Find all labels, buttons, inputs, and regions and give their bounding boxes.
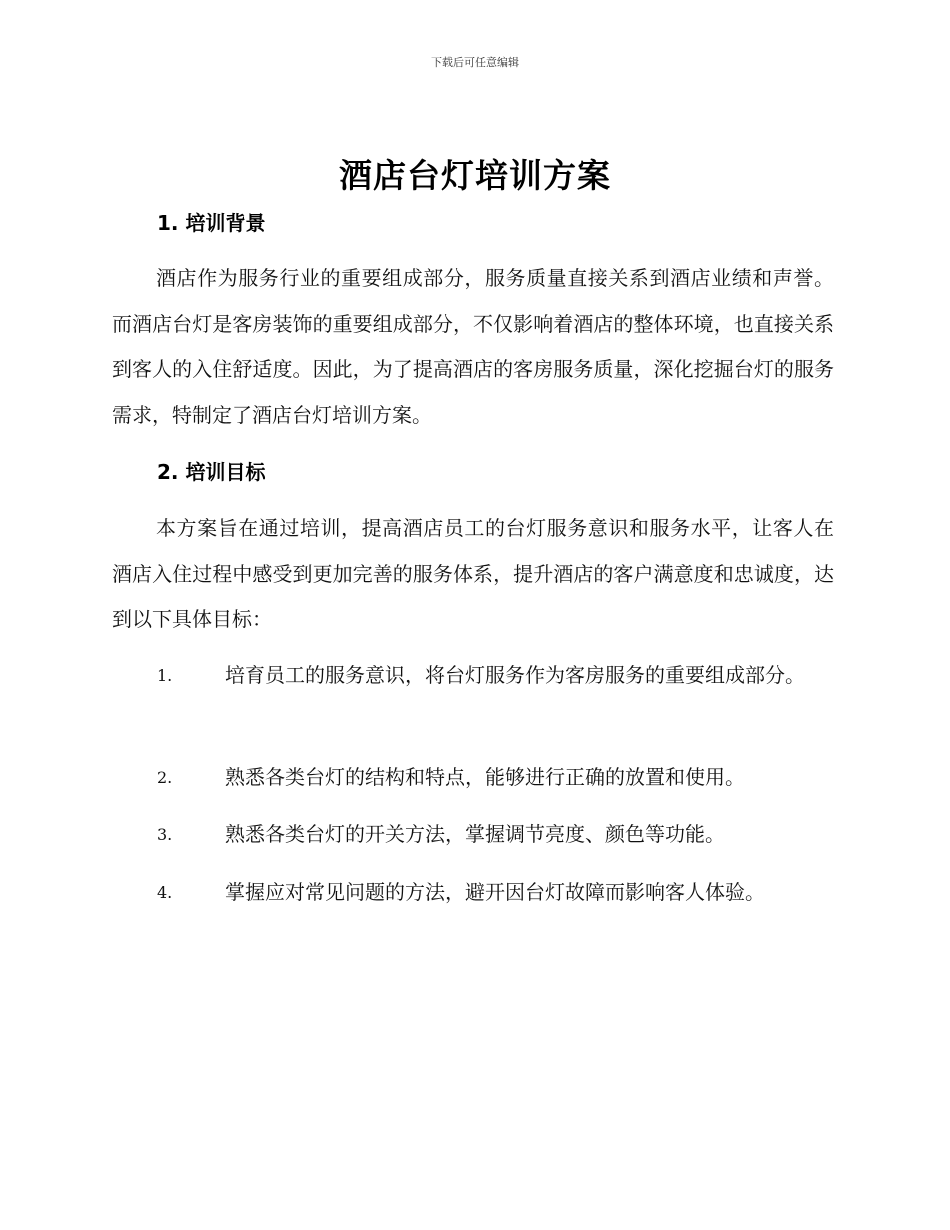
- list-item: [112, 870, 834, 916]
- section-heading-background: 1. 培训背景: [157, 211, 266, 235]
- list-item-text: 培育员工的服务意识，将台灯服务作为客房服务的重要组成部分。: [225, 663, 805, 687]
- header-note: 下载后可任意编辑: [431, 56, 519, 69]
- section-heading-goals: 2. 培训目标: [157, 460, 266, 484]
- list-item-number: 2.: [157, 768, 173, 787]
- list-item: [112, 755, 834, 801]
- paragraph-background: 酒店作为服务行业的重要组成部分，服务质量直接关系到酒店业绩和声誉。而酒店台灯是客房装饰的重要组成部分，不仅影响着酒店的整体环境，也直接关系到客人的入住舒适度。因此，为了提高酒店的客房服务质量，深化挖掘台灯的服务需求，特制定了酒店台灯培训方案。: [112, 266, 834, 427]
- list-item-text: 熟悉各类台灯的开关方法，掌握调节亮度、颜色等功能。: [225, 822, 725, 846]
- list-item-text: 掌握应对常见问题的方法，避开因台灯故障而影响客人体验。: [225, 880, 765, 904]
- list-item: [112, 653, 834, 699]
- list-item-number: 4.: [157, 883, 173, 902]
- list-item: [112, 812, 834, 858]
- list-item-text: 熟悉各类台灯的结构和特点，能够进行正确的放置和使用。: [225, 765, 745, 789]
- document-title: 酒店台灯培训方案: [339, 156, 611, 195]
- paragraph-goals: 本方案旨在通过培训，提高酒店员工的台灯服务意识和服务水平，让客人在酒店入住过程中感受到更加完善的服务体系，提升酒店的客户满意度和忠诚度，达到以下具体目标：: [112, 516, 834, 631]
- list-item-number: 3.: [157, 825, 173, 844]
- list-item-number: 1.: [157, 666, 173, 685]
